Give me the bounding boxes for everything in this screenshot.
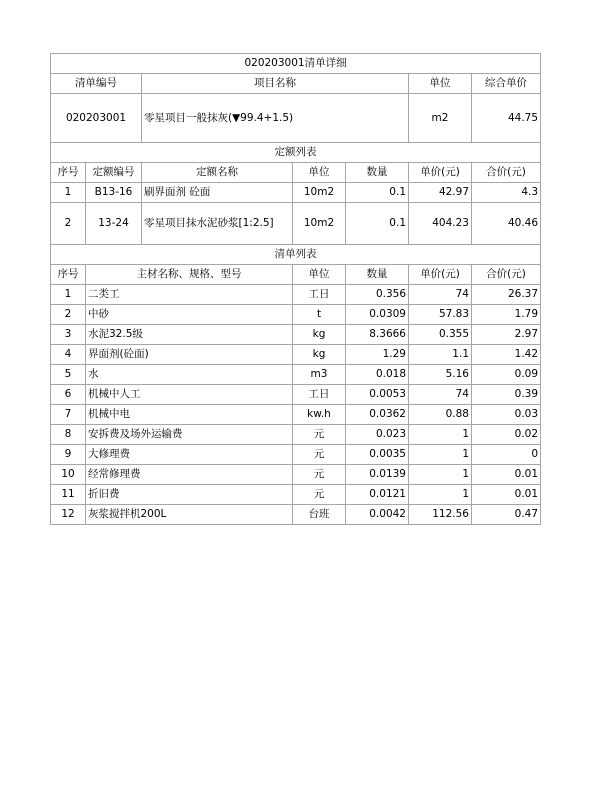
material-row xyxy=(51,465,541,485)
material-qty: 8.3666 xyxy=(346,325,409,345)
material-name: 水 xyxy=(86,365,293,385)
quota-header-unit: 单位 xyxy=(293,163,346,183)
quota-code: 13-24 xyxy=(86,203,142,245)
materials-header-total: 合价(元) xyxy=(472,265,541,285)
quota-price: 42.97 xyxy=(409,183,472,203)
material-unit: kw.h xyxy=(293,405,346,425)
quota-total: 40.46 xyxy=(472,203,541,245)
quota-unit: 10m2 xyxy=(293,183,346,203)
material-total: 0.03 xyxy=(472,405,541,425)
material-name: 水泥32.5级 xyxy=(86,325,293,345)
quota-row xyxy=(51,203,541,245)
material-price: 74 xyxy=(409,285,472,305)
material-unit: m3 xyxy=(293,365,346,385)
material-price: 112.56 xyxy=(409,505,472,525)
material-no: 10 xyxy=(51,465,86,485)
materials-header-name: 主材名称、规格、型号 xyxy=(86,265,293,285)
material-unit: 工日 xyxy=(293,385,346,405)
material-no: 12 xyxy=(51,505,86,525)
sheet-title: 020203001清单详细 xyxy=(51,54,541,74)
bill-detail-table xyxy=(50,53,541,525)
material-qty: 0.0362 xyxy=(346,405,409,425)
material-name: 中砂 xyxy=(86,305,293,325)
material-price: 0.355 xyxy=(409,325,472,345)
bill-header-price: 综合单价 xyxy=(472,74,541,94)
material-no: 9 xyxy=(51,445,86,465)
material-row xyxy=(51,305,541,325)
material-unit: 台班 xyxy=(293,505,346,525)
material-total: 0.02 xyxy=(472,425,541,445)
material-unit: 元 xyxy=(293,425,346,445)
material-row xyxy=(51,365,541,385)
material-price: 5.16 xyxy=(409,365,472,385)
materials-header-qty: 数量 xyxy=(346,265,409,285)
material-qty: 1.29 xyxy=(346,345,409,365)
material-name: 安拆费及场外运输费 xyxy=(86,425,293,445)
material-row xyxy=(51,285,541,305)
material-no: 3 xyxy=(51,325,86,345)
material-row xyxy=(51,405,541,425)
material-no: 4 xyxy=(51,345,86,365)
material-unit: 工日 xyxy=(293,285,346,305)
material-name: 机械中电 xyxy=(86,405,293,425)
material-no: 5 xyxy=(51,365,86,385)
material-name: 机械中人工 xyxy=(86,385,293,405)
materials-header-unit: 单位 xyxy=(293,265,346,285)
material-total: 0 xyxy=(472,445,541,465)
quota-no: 1 xyxy=(51,183,86,203)
material-price: 1.1 xyxy=(409,345,472,365)
material-name: 大修理费 xyxy=(86,445,293,465)
bill-header-name: 项目名称 xyxy=(142,74,409,94)
quota-code: B13-16 xyxy=(86,183,142,203)
quota-header-no: 序号 xyxy=(51,163,86,183)
material-row xyxy=(51,425,541,445)
material-total: 0.01 xyxy=(472,465,541,485)
material-total: 0.01 xyxy=(472,485,541,505)
bill-header-code: 清单编号 xyxy=(51,74,142,94)
material-unit: t xyxy=(293,305,346,325)
material-row xyxy=(51,325,541,345)
quota-price: 404.23 xyxy=(409,203,472,245)
materials-header-price: 单价(元) xyxy=(409,265,472,285)
material-qty: 0.0042 xyxy=(346,505,409,525)
material-unit: 元 xyxy=(293,445,346,465)
quota-header-code: 定额编号 xyxy=(86,163,142,183)
material-qty: 0.0035 xyxy=(346,445,409,465)
material-price: 1 xyxy=(409,465,472,485)
material-total: 1.42 xyxy=(472,345,541,365)
bill-code: 020203001 xyxy=(51,94,142,143)
bill-unit: m2 xyxy=(409,94,472,143)
material-unit: kg xyxy=(293,345,346,365)
material-row xyxy=(51,445,541,465)
quota-qty: 0.1 xyxy=(346,203,409,245)
materials-section-title: 清单列表 xyxy=(51,245,541,265)
bill-detail-sheet xyxy=(50,53,540,525)
material-total: 0.09 xyxy=(472,365,541,385)
material-name: 灰浆搅拌机200L xyxy=(86,505,293,525)
quota-total: 4.3 xyxy=(472,183,541,203)
material-unit: 元 xyxy=(293,485,346,505)
quota-name: 刷界面剂 砼面 xyxy=(142,183,293,203)
quota-unit: 10m2 xyxy=(293,203,346,245)
material-name: 折旧费 xyxy=(86,485,293,505)
material-price: 1 xyxy=(409,485,472,505)
material-qty: 0.0121 xyxy=(346,485,409,505)
material-qty: 0.356 xyxy=(346,285,409,305)
material-row xyxy=(51,345,541,365)
material-name: 二类工 xyxy=(86,285,293,305)
material-name: 界面剂(砼面) xyxy=(86,345,293,365)
bill-header-unit: 单位 xyxy=(409,74,472,94)
quota-row xyxy=(51,183,541,203)
bill-unit-price: 44.75 xyxy=(472,94,541,143)
material-qty: 0.0309 xyxy=(346,305,409,325)
quota-name: 零星项目抹水泥砂浆[1:2.5] xyxy=(142,203,293,245)
material-price: 1 xyxy=(409,445,472,465)
material-total: 1.79 xyxy=(472,305,541,325)
quota-header-total: 合价(元) xyxy=(472,163,541,183)
material-unit: kg xyxy=(293,325,346,345)
bill-name: 零星项目一般抹灰(▼99.4+1.5) xyxy=(142,94,409,143)
material-row xyxy=(51,485,541,505)
material-price: 1 xyxy=(409,425,472,445)
material-qty: 0.018 xyxy=(346,365,409,385)
material-unit: 元 xyxy=(293,465,346,485)
material-no: 11 xyxy=(51,485,86,505)
material-qty: 0.0053 xyxy=(346,385,409,405)
material-no: 2 xyxy=(51,305,86,325)
material-no: 6 xyxy=(51,385,86,405)
quota-section-title: 定额列表 xyxy=(51,143,541,163)
quota-header-price: 单价(元) xyxy=(409,163,472,183)
material-row xyxy=(51,385,541,405)
material-no: 8 xyxy=(51,425,86,445)
material-total: 0.47 xyxy=(472,505,541,525)
quota-header-name: 定额名称 xyxy=(142,163,293,183)
material-no: 7 xyxy=(51,405,86,425)
material-price: 0.88 xyxy=(409,405,472,425)
material-row xyxy=(51,505,541,525)
material-qty: 0.0139 xyxy=(346,465,409,485)
material-price: 57.83 xyxy=(409,305,472,325)
quota-no: 2 xyxy=(51,203,86,245)
material-total: 2.97 xyxy=(472,325,541,345)
material-qty: 0.023 xyxy=(346,425,409,445)
material-total: 0.39 xyxy=(472,385,541,405)
quota-qty: 0.1 xyxy=(346,183,409,203)
quota-header-qty: 数量 xyxy=(346,163,409,183)
material-no: 1 xyxy=(51,285,86,305)
material-price: 74 xyxy=(409,385,472,405)
material-total: 26.37 xyxy=(472,285,541,305)
material-name: 经常修理费 xyxy=(86,465,293,485)
materials-header-no: 序号 xyxy=(51,265,86,285)
